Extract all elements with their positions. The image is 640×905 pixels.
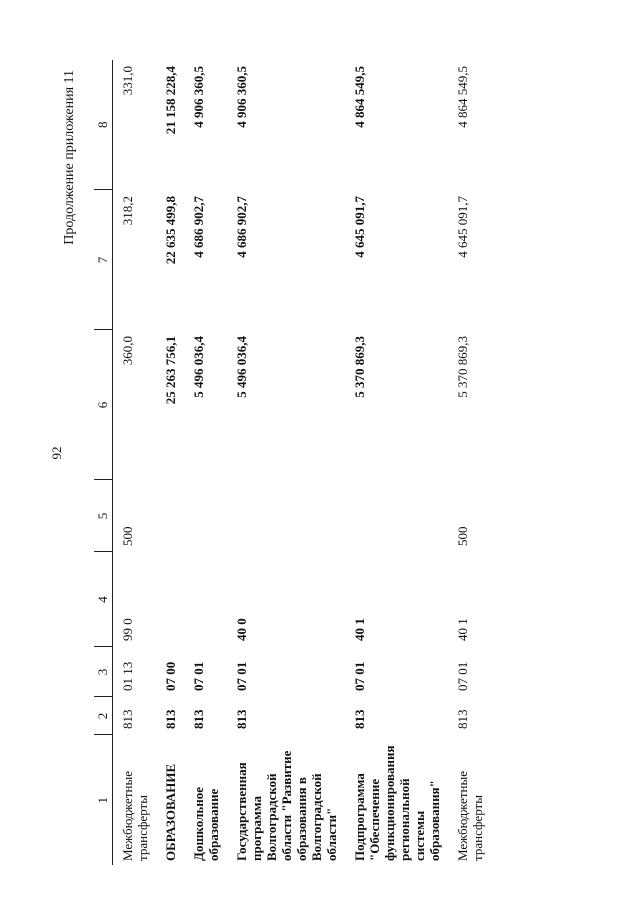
column-header: 7 — [94, 190, 113, 330]
column-header: 3 — [94, 647, 113, 697]
section-code-cell: 07 01 — [191, 661, 206, 691]
column-header: 5 — [94, 480, 113, 552]
table-row — [184, 60, 227, 865]
budget-table — [94, 60, 491, 865]
table-row — [345, 60, 448, 865]
program-code-cell: 40 1 — [352, 618, 367, 641]
column-header: 1 — [94, 735, 113, 865]
amount-col8-cell: 331,0 — [120, 66, 135, 96]
amount-col7-cell: 318,2 — [120, 196, 135, 226]
program-code-cell — [156, 552, 184, 647]
program-code-cell: 40 0 — [234, 618, 249, 641]
expense-type-cell — [227, 480, 345, 552]
amount-col8-cell: 4 864 549,5 — [352, 66, 367, 128]
row-name-cell: Межбюджетные трансферты — [120, 771, 150, 861]
expense-type-cell: 500 — [455, 526, 470, 546]
table-row — [113, 60, 157, 865]
expense-type-cell — [184, 480, 227, 552]
admin-code-cell: 813 — [163, 709, 178, 729]
table-row — [227, 60, 345, 865]
program-code-cell: 99 0 — [120, 618, 135, 641]
amount-col6-cell: 5 370 869,3 — [352, 336, 367, 398]
row-name-cell: ОБРАЗОВАНИЕ — [163, 763, 178, 861]
admin-code-cell: 813 — [352, 709, 367, 729]
rotated-page-content — [60, 60, 620, 865]
expense-type-cell — [156, 480, 184, 552]
row-name-cell: Дошкольное образование — [191, 787, 221, 861]
table-row — [156, 60, 184, 865]
admin-code-cell: 813 — [455, 709, 470, 729]
column-header: 6 — [94, 330, 113, 480]
appendix-title: Продолжение приложения 11 — [62, 70, 77, 245]
column-header: 8 — [94, 60, 113, 190]
amount-col7-cell: 4 686 902,7 — [191, 196, 206, 258]
section-code-cell: 07 00 — [163, 661, 178, 691]
table-row — [448, 60, 491, 865]
column-header: 4 — [94, 552, 113, 647]
section-code-cell: 07 01 — [352, 661, 367, 691]
amount-col7-cell: 4 686 902,7 — [234, 196, 249, 258]
row-name-cell: Государственная программа Волгоградской области "Развитие образования в Волгоградской области" — [234, 750, 339, 861]
column-header: 2 — [94, 697, 113, 735]
amount-col8-cell: 4 864 549,5 — [455, 66, 470, 128]
row-name-cell: Межбюджетные трансферты — [455, 771, 485, 861]
amount-col6-cell: 5 496 036,4 — [234, 336, 249, 398]
amount-col8-cell: 21 158 228,4 — [163, 66, 178, 135]
page-number: 92 — [49, 446, 64, 460]
expense-type-cell: 500 — [120, 526, 135, 546]
admin-code-cell: 813 — [234, 709, 249, 729]
amount-col7-cell: 4 645 091,7 — [352, 196, 367, 258]
table-header-row — [94, 60, 113, 865]
table-body — [113, 60, 492, 865]
program-code-cell — [184, 552, 227, 647]
admin-code-cell: 813 — [120, 709, 135, 729]
program-code-cell: 40 1 — [455, 618, 470, 641]
amount-col6-cell: 5 496 036,4 — [191, 336, 206, 398]
section-code-cell: 01 13 — [120, 661, 135, 691]
amount-col8-cell: 4 906 360,5 — [234, 66, 249, 128]
admin-code-cell: 813 — [191, 709, 206, 729]
expense-type-cell — [345, 480, 448, 552]
section-code-cell: 07 01 — [234, 661, 249, 691]
amount-col8-cell: 4 906 360,5 — [191, 66, 206, 128]
amount-col6-cell: 5 370 869,3 — [455, 336, 470, 398]
amount-col7-cell: 22 635 499,8 — [163, 196, 178, 265]
row-name-cell: Подпрограмма "Обеспечение функционирования региональной системы образования" — [352, 745, 442, 861]
section-code-cell: 07 01 — [455, 661, 470, 691]
amount-col6-cell: 25 263 756,1 — [163, 336, 178, 405]
amount-col6-cell: 360,0 — [120, 336, 135, 366]
amount-col7-cell: 4 645 091,7 — [455, 196, 470, 258]
